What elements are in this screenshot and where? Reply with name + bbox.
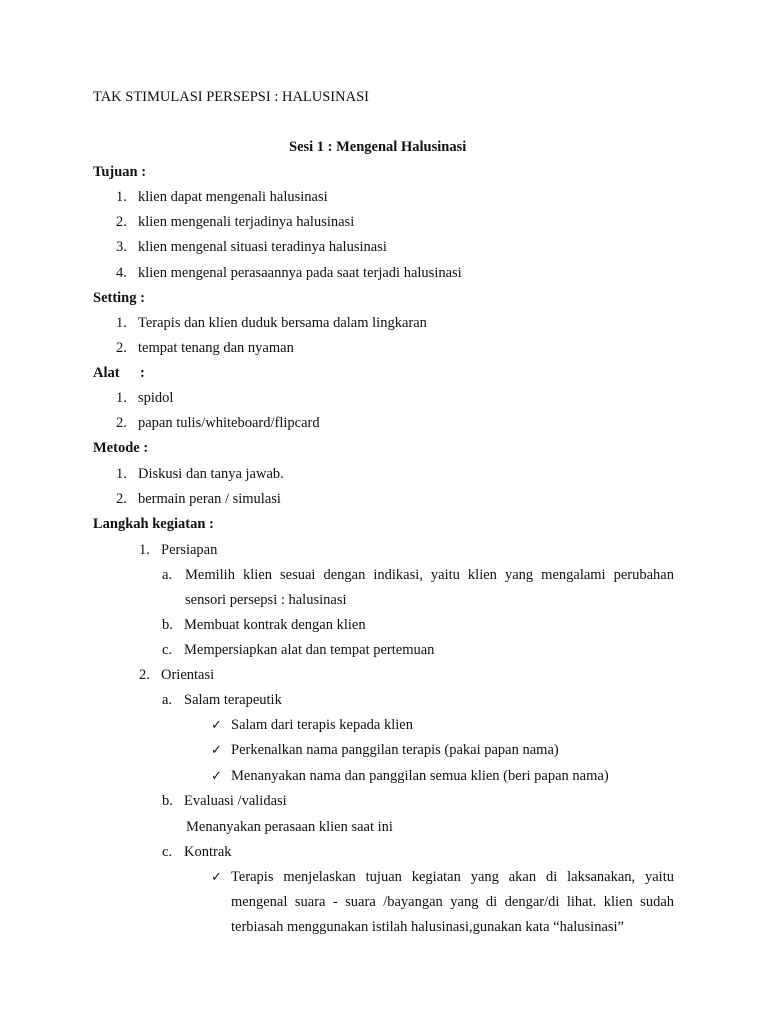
check-item: ✓ Menanyakan nama dan panggilan semua klien (beri papan nama) bbox=[211, 768, 609, 784]
list-item: 1. Diskusi dan tanya jawab. bbox=[116, 466, 284, 482]
check-icon: ✓ bbox=[211, 718, 222, 733]
check-icon: ✓ bbox=[211, 743, 222, 758]
check-item: ✓ Perkenalkan nama panggilan terapis (pakai papan nama) bbox=[211, 742, 559, 758]
sub-item: c. Kontrak bbox=[162, 844, 232, 860]
tujuan-heading: Tujuan : bbox=[93, 164, 147, 180]
list-item: 2. klien mengenali terjadinya halusinasi bbox=[116, 214, 355, 230]
sub-item: b. Membuat kontrak dengan klien bbox=[162, 617, 366, 633]
check-icon-wrap bbox=[211, 868, 231, 887]
document-title: TAK STIMULASI PERSEPSI : HALUSINASI bbox=[93, 89, 369, 105]
session-title: Sesi 1 : Mengenal Halusinasi bbox=[289, 139, 467, 155]
sub-item: a. Salam terapeutik bbox=[162, 692, 282, 708]
metode-heading: Metode : bbox=[93, 440, 149, 456]
kontrak-line2: mengenal suara - suara /bayangan yang di dengar/di lihat. klien sudah bbox=[231, 894, 674, 910]
step-orientasi: 2. Orientasi bbox=[139, 667, 215, 683]
persiapan-a-line1: Memilih klien sesuai dengan indikasi, yaitu klien yang mengalami perubahan bbox=[185, 567, 674, 583]
list-item: 2. bermain peran / simulasi bbox=[116, 491, 281, 507]
list-item: 1. klien dapat mengenali halusinasi bbox=[116, 189, 328, 205]
sub-item: b. Evaluasi /validasi bbox=[162, 793, 287, 809]
langkah-heading: Langkah kegiatan : bbox=[93, 516, 214, 532]
check-item: ✓ Salam dari terapis kepada klien bbox=[211, 717, 413, 733]
list-item: 2. tempat tenang dan nyaman bbox=[116, 340, 294, 356]
kontrak-line1: Terapis menjelaskan tujuan kegiatan yang akan di laksanakan, yaitu bbox=[231, 869, 674, 885]
step-persiapan: 1. Persiapan bbox=[139, 542, 218, 558]
list-item: 3. klien mengenal situasi teradinya halusinasi bbox=[116, 239, 387, 255]
check-icon: ✓ bbox=[211, 769, 222, 784]
setting-heading: Setting : bbox=[93, 290, 145, 306]
persiapan-a-line2: sensori persepsi : halusinasi bbox=[185, 592, 347, 608]
sub-item: c. Mempersiapkan alat dan tempat pertemuan bbox=[162, 642, 435, 658]
list-item: 2. papan tulis/whiteboard/flipcard bbox=[116, 415, 320, 431]
list-item: 4. klien mengenal perasaannya pada saat terjadi halusinasi bbox=[116, 265, 462, 281]
check-icon: ✓ bbox=[211, 870, 222, 885]
list-item: 1. Terapis dan klien duduk bersama dalam lingkaran bbox=[116, 315, 427, 331]
kontrak-line3: terbiasah menggunakan istilah halusinasi,gunakan kata “halusinasi” bbox=[231, 919, 624, 935]
sub-item-letter: a. bbox=[162, 567, 173, 583]
list-item: 1. spidol bbox=[116, 390, 174, 406]
alat-heading: Alat : bbox=[93, 365, 145, 381]
orientasi-b-detail: Menanyakan perasaan klien saat ini bbox=[186, 819, 393, 835]
